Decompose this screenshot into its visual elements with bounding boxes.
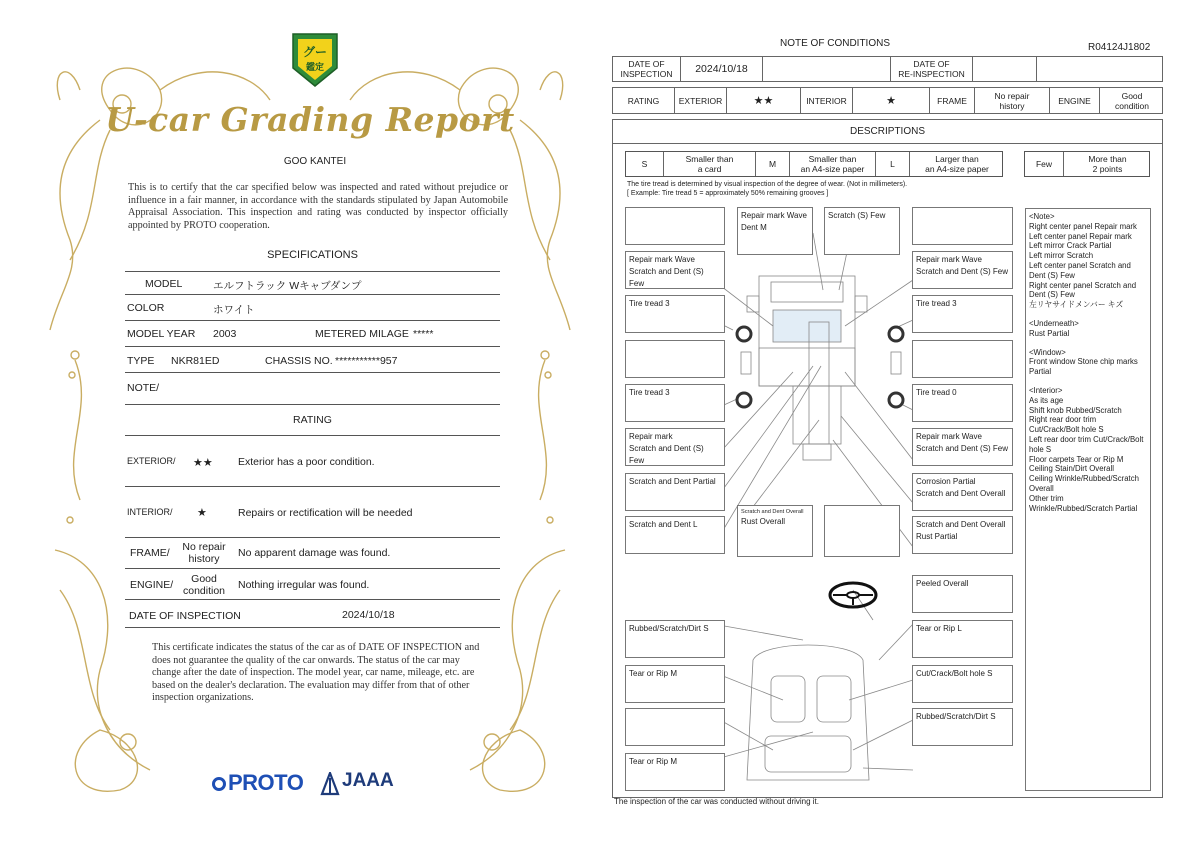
note-row — [125, 373, 500, 405]
condition-box: Tire tread 3 — [625, 384, 725, 422]
jaaa-mark-icon — [320, 772, 340, 796]
condition-box: Tear or Rip L — [912, 620, 1013, 658]
engine-value: Good condition — [1114, 90, 1150, 111]
rating-heading-row — [125, 405, 500, 436]
logos — [212, 768, 412, 798]
note-of-conditions — [600, 30, 1180, 820]
interior-stars: ★ — [853, 88, 930, 113]
inspection-footnote: The inspection of the car was conducted without driving it. — [614, 797, 819, 806]
goo-kantei-badge-icon — [289, 30, 341, 88]
rating-table — [612, 87, 1163, 114]
jaaa-logo: JAAA — [342, 770, 394, 791]
note-title: NOTE OF CONDITIONS — [780, 38, 890, 49]
steering-wheel-icon — [830, 583, 876, 607]
underneath-section: <Underneath> Rust Partial — [1029, 318, 1079, 338]
interior-row — [125, 487, 500, 538]
engine-row — [125, 569, 500, 600]
engine-label: ENGINE/ — [130, 579, 174, 591]
engine-label: ENGINE — [1050, 88, 1100, 113]
notes-panel — [1025, 208, 1151, 791]
interior-stars: ★ — [197, 507, 207, 519]
rating-label: RATING — [613, 88, 675, 113]
condition-box: Scratch and Dent Overall Rust Partial — [912, 516, 1013, 554]
color-value: ホワイト — [213, 304, 255, 316]
certificate-intro: This is to certify that the car specified below was inspected and rated without prejudice or influence in a fair manner, in accordance with the standards stipulated by Japan Automobile Appraisal Association. This inspection and rating was conducted by inspector officially appointed by PROTO cooperation. — [128, 182, 508, 231]
condition-box — [912, 207, 1013, 245]
exterior-row — [125, 436, 500, 487]
note-label: NOTE/ — [127, 382, 160, 394]
condition-box — [824, 505, 900, 557]
legend-few: Few — [1025, 152, 1064, 176]
metered-mileage-label: METERED MILAGE — [315, 328, 409, 340]
model-year-label: MODEL YEAR — [127, 328, 196, 340]
frame-label: FRAME — [930, 88, 975, 113]
specifications-heading: SPECIFICATIONS — [267, 249, 358, 261]
legend-l: L — [876, 152, 910, 176]
date-reinspection-label: DATE OF RE-INSPECTION — [891, 57, 973, 81]
report-id: R04124J1802 — [1088, 42, 1151, 53]
condition-box: Rubbed/Scratch/Dirt S — [912, 708, 1013, 746]
rating-heading: RATING — [293, 414, 332, 426]
legend-s: S — [626, 152, 664, 176]
proto-logo: PROTO — [212, 770, 303, 796]
condition-box: Repair mark Wave Scratch and Dent (S) Few — [625, 251, 725, 289]
date-of-inspection-value: 2024/10/18 — [681, 57, 763, 81]
condition-box: Cut/Crack/Bolt hole S — [912, 665, 1013, 703]
certificate-title: U-car Grading Report — [105, 100, 515, 139]
interior-label: INTERIOR — [801, 88, 853, 113]
descriptions-heading: DESCRIPTIONS — [613, 120, 1162, 144]
condition-box: Repair mark Wave Scratch and Dent (S) Few — [912, 251, 1013, 289]
condition-box: Tire tread 3 — [912, 295, 1013, 333]
condition-box: Scratch and Dent L — [625, 516, 725, 554]
legend-m: M — [756, 152, 790, 176]
inspection-dates-table — [612, 56, 1163, 82]
condition-box — [625, 340, 725, 378]
window-section: <Window> Front window Stone chip marks Partial — [1029, 347, 1138, 377]
condition-box — [625, 207, 725, 245]
proto-mark-icon — [212, 777, 226, 791]
condition-box: Corrosion Partial Scratch and Dent Overall — [912, 473, 1013, 511]
date-reinspection-value — [973, 57, 1037, 81]
date-of-inspection-label: DATE OF INSPECTION — [613, 57, 681, 81]
descriptions-panel — [612, 119, 1163, 798]
exterior-text: Exterior has a poor condition. — [238, 456, 375, 468]
interior-label: INTERIOR/ — [127, 507, 173, 517]
note-section: <Note> Right center panel Repair mark Left center panel Repair mark Left mirror Crack Partial Left mirror Scratch Left center panel Scratch and Dent (S) Few Right center panel Scratch and Dent (S) Few 左リヤサイドメンバー キズ — [1029, 212, 1137, 310]
condition-box: Tear or Rip M — [625, 753, 725, 791]
model-label: MODEL — [145, 278, 183, 290]
blank-cell — [1037, 57, 1164, 81]
certificate-footer: This certificate indicates the status of the car as of DATE OF INSPECTION and does not guarantee the quality of the car onwards. The status of the car may change after the date of inspection. The model year, car name, mileage, etc. are based on the dealer's declaration. The evaluation may differ from that of other inspection organizations. — [152, 642, 480, 704]
type-label: TYPE — [127, 355, 155, 367]
frame-value: No repair history — [975, 88, 1050, 113]
condition-box: Tear or Rip M — [625, 665, 725, 703]
svg-text:グー: グー — [302, 45, 328, 59]
condition-box: Scratch and Dent Partial — [625, 473, 725, 511]
color-row — [125, 295, 500, 321]
condition-box: Tire tread 3 — [625, 295, 725, 333]
date-row — [125, 600, 500, 628]
condition-box: Scratch (S) Few — [824, 207, 900, 255]
exterior-stars: ★★ — [193, 457, 213, 469]
legend-l-desc: Larger than an A4-size paper — [925, 154, 989, 174]
legend-s-desc: Smaller than a card — [664, 152, 756, 176]
interior-section: <Interior> As its age Shift knob Rubbed/Scratch Right rear door trim Cut/Crack/Bolt hole S Left rear door trim Cut/Crack/Bolt hole S Floor carpets Tear or Rip M Ceiling Stain/Dirt Overall Ceiling Wrinkle/Rubbed/Scratch Overall Other trim Wrinkle/Rubbed/Scratch Partial — [1029, 385, 1144, 513]
condition-box: Tire tread 0 — [912, 384, 1013, 422]
legend-m-desc: Smaller than an A4-size paper — [790, 152, 876, 176]
exterior-label: EXTERIOR — [675, 88, 727, 113]
metered-mileage-value: ***** — [413, 328, 434, 340]
condition-box: Repair mark Wave Dent M — [737, 207, 813, 255]
frame-row — [125, 538, 500, 569]
condition-box: Repair mark Wave Scratch and Dent (S) Few — [912, 428, 1013, 466]
exterior-stars: ★★ — [727, 88, 801, 113]
engine-value: Good condition — [182, 573, 226, 597]
certificate-subtitle: GOO KANTEI — [283, 156, 347, 167]
condition-box: Scratch and Dent Overall Rust Overall — [737, 505, 813, 557]
grading-certificate — [40, 30, 580, 820]
condition-box — [912, 340, 1013, 378]
model-year-value: 2003 — [213, 328, 237, 340]
condition-box: Rubbed/Scratch/Dirt S — [625, 620, 725, 658]
engine-text: Nothing irregular was found. — [238, 579, 370, 591]
condition-box: Repair mark Scratch and Dent (S) Few — [625, 428, 725, 466]
chassis-label: CHASSIS NO. — [265, 355, 333, 367]
chassis-value: ***********957 — [335, 355, 398, 367]
type-row — [125, 347, 500, 373]
tire-tread-note: The tire tread is determined by visual inspection of the degree of wear. (Not in millimeters). [ Example: Tire tread 5 = approximately 50% remaining grooves ] — [627, 181, 908, 197]
model-row — [125, 271, 500, 295]
date-of-inspection-value: 2024/10/18 — [342, 609, 395, 621]
model-value: エルフトラック Wキャブダンプ — [213, 280, 362, 292]
interior-text: Repairs or rectification will be needed — [238, 507, 413, 519]
type-value: NKR81ED — [171, 355, 220, 367]
blank-cell — [763, 57, 891, 81]
frame-value: No repair history — [182, 541, 226, 565]
model-year-row — [125, 321, 500, 347]
frame-text: No apparent damage was found. — [238, 547, 391, 559]
date-of-inspection-label: DATE OF INSPECTION — [129, 610, 241, 622]
svg-text:鑑定: 鑑定 — [305, 63, 325, 73]
condition-box: Peeled Overall — [912, 575, 1013, 613]
legend-few-desc: More than 2 points — [1088, 154, 1127, 174]
frame-label: FRAME/ — [130, 547, 170, 559]
exterior-label: EXTERIOR/ — [127, 456, 176, 466]
condition-box — [625, 708, 725, 746]
color-label: COLOR — [127, 302, 165, 314]
